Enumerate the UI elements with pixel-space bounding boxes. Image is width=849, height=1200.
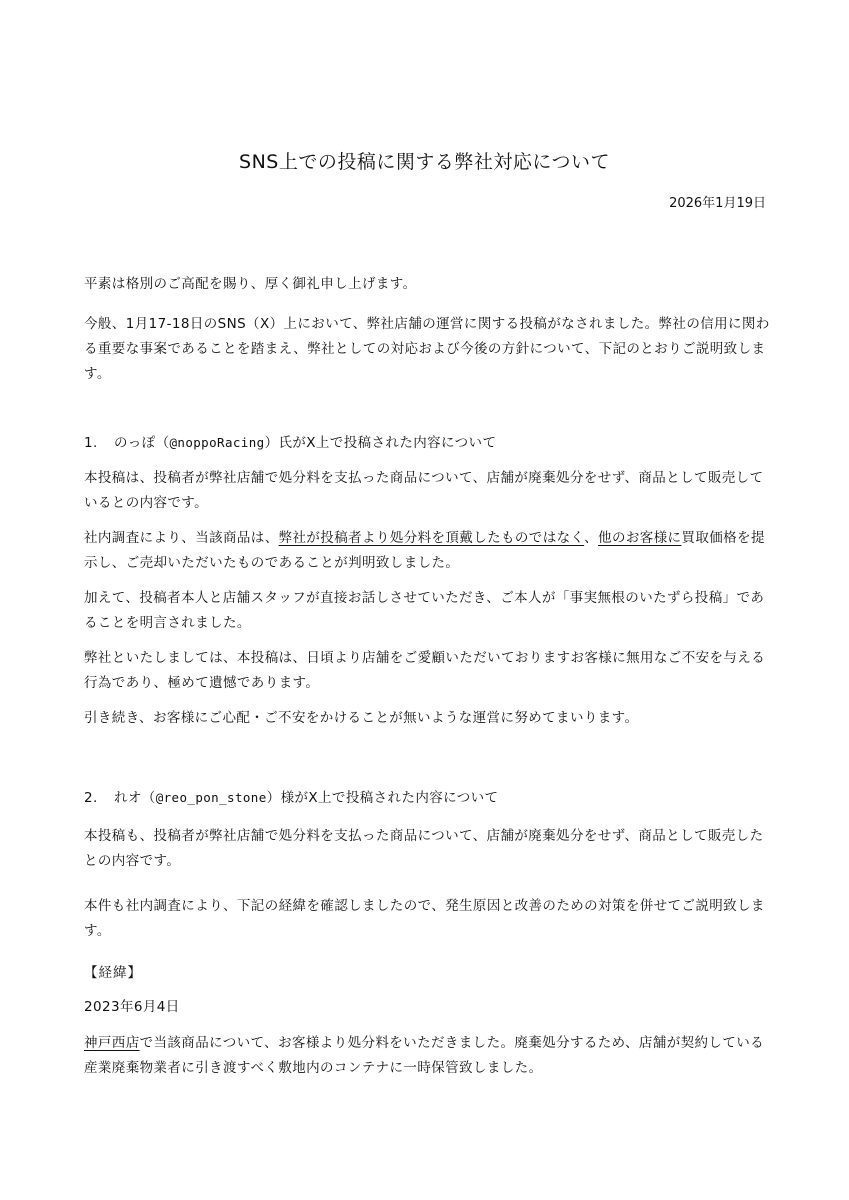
- section1-p2-underline-2: 他のお客様に: [598, 530, 682, 546]
- section1-handle: @noppoRacing: [169, 435, 265, 450]
- section2-paragraph-2: 本件も社内調査により、下記の経緯を確認しましたので、発生原因と改善のための対策を併せてご説明致します。: [84, 898, 765, 939]
- section1-p2-text-a: 社内調査により、当該商品は、: [84, 530, 279, 546]
- section2-number: 2.: [84, 790, 98, 806]
- store-name: 神戸西店: [84, 1035, 140, 1051]
- history-heading: 【経緯】: [84, 965, 142, 981]
- section1-heading: [84, 431, 496, 451]
- section2-title-pre: れオ（: [114, 790, 156, 806]
- greeting-paragraph: 平素は格別のご高配を賜り、厚く御礼申し上げます。: [84, 276, 417, 292]
- document-date: 2026年1月19日: [669, 196, 766, 211]
- section2-handle: @reo_pon_stone: [155, 790, 267, 805]
- section1-paragraph-5: 引き続き、お客様にご心配・ご不安をかけることが無いような運営に努めてまいります。: [84, 710, 639, 726]
- section1-paragraph-4: 弊社といたしましては、本投稿は、日頃より店舗をご愛顧いただいておりますお客様に無用なご不安を与える行為であり、極めて遺憾であります。: [84, 650, 766, 691]
- section1-paragraph-3: 加えて、投稿者本人と店舗スタッフが直接お話しさせていただき、ご本人が「事実無根のいたずら投稿」であることを明言されました。: [84, 590, 765, 631]
- section1-title-post: ）氏がX上で投稿された内容について: [264, 435, 497, 451]
- section1-number: 1.: [84, 435, 98, 451]
- event-paragraph: [84, 1031, 774, 1081]
- intro-paragraph: 今般、1月17-18日のSNS（X）上において、弊社店舗の運営に関する投稿がなされました。弊社の信用に関わる重要な事案であることを踏まえ、弊社としての対応および今後の方針について、下記のとおりご説明致します。: [84, 316, 770, 382]
- section1-paragraph-2: [84, 526, 774, 576]
- page-title: SNS上での投稿に関する弊社対応について: [239, 151, 610, 173]
- section2-title-post: ）様がX上で投稿された内容について: [266, 790, 499, 806]
- section1-p2-text-b: 、: [584, 530, 599, 546]
- section1-p2-text-c: 買取価格を提示し、ご売却いただいたものであることが判明致しました。: [84, 530, 765, 571]
- section1-p2-underline-1: 弊社が投稿者より処分料を頂戴したものではなく: [278, 530, 585, 546]
- section1-title-pre: のっぽ（: [114, 435, 170, 451]
- section2-paragraph-1: 本投稿も、投稿者が弊社店舗で処分料を支払った商品について、店舗が廃棄処分をせず、商品として販売したとの内容です。: [84, 828, 764, 869]
- event-date: 2023年6月4日: [84, 999, 180, 1015]
- section2-heading: [84, 786, 498, 806]
- event-text: で当該商品について、お客様より処分料をいただきました。廃棄処分するため、店舗が契約している産業廃棄物業者に引き渡すべく敷地内のコンテナに一時保管致しました。: [84, 1035, 765, 1076]
- section1-paragraph-1: 本投稿は、投稿者が弊社店舗で処分料を支払った商品について、店舗が廃棄処分をせず、商品として販売しているとの内容です。: [84, 470, 764, 511]
